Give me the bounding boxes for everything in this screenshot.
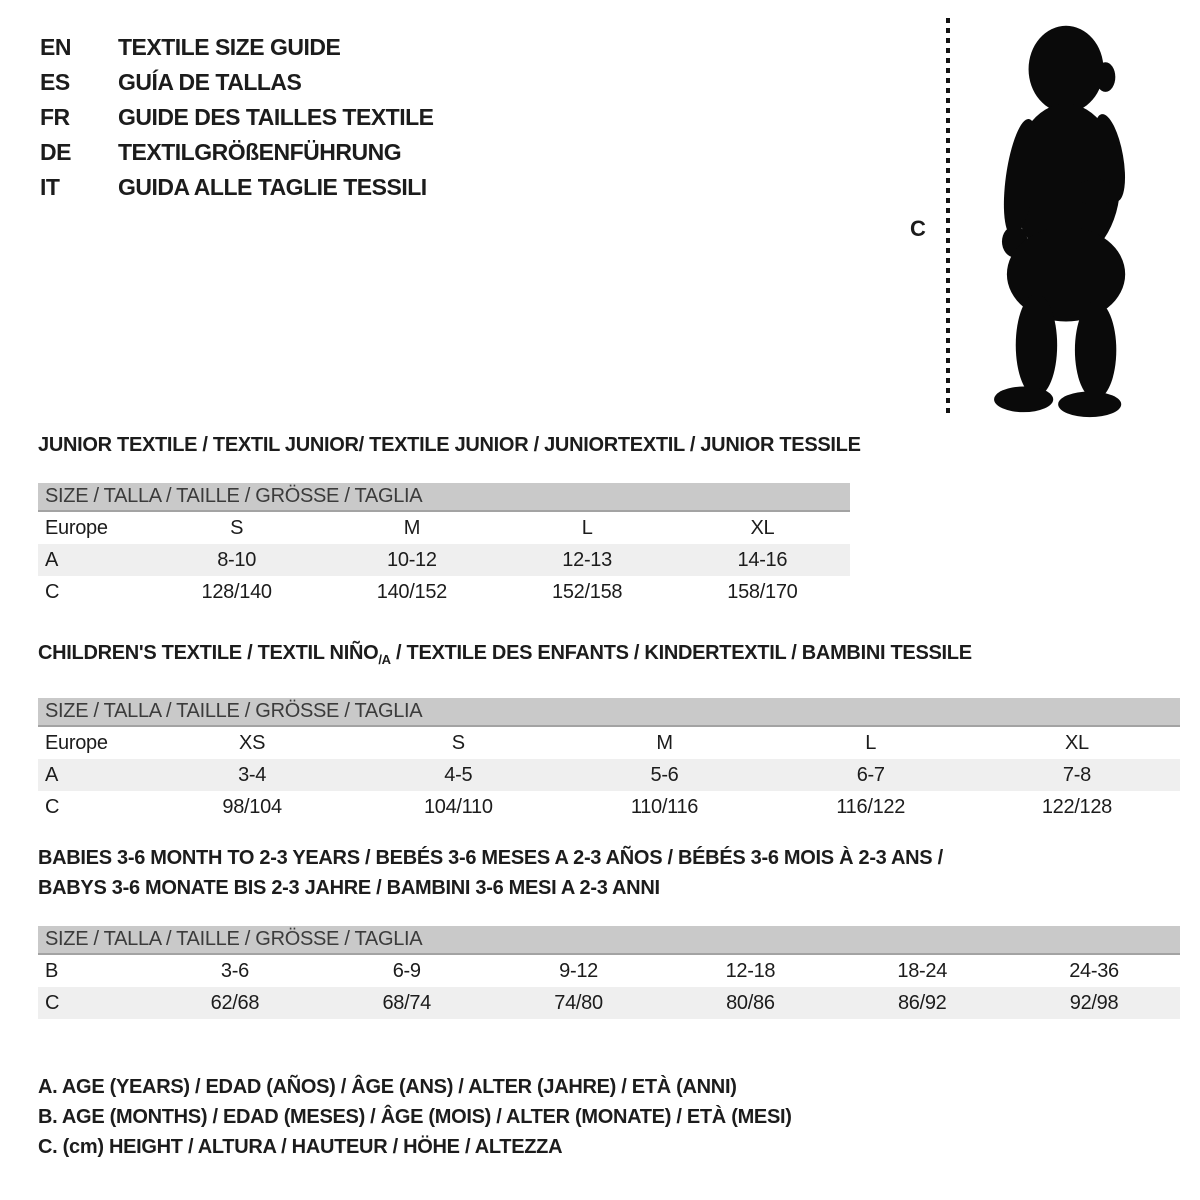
children-heading-subscript: /A (378, 652, 391, 667)
value-cell: 92/98 (1069, 991, 1119, 1014)
row-label-cell: B (45, 959, 59, 982)
value-cell: S (451, 731, 465, 754)
language-row-fr (40, 100, 434, 135)
row-label-cell: C (45, 991, 60, 1014)
row-label-cell: Europe (45, 516, 108, 539)
value-cell: XS (239, 731, 266, 754)
row-label-cell: C (45, 795, 60, 818)
babies-section-heading-line2: BABYS 3-6 MONATE BIS 2-3 JAHRE / BAMBINI 3-6 MESI A 2-3 ANNI (38, 877, 660, 899)
language-code-de: DE (40, 139, 71, 165)
height-measure-label: C (910, 216, 926, 241)
language-row-en (40, 30, 434, 65)
babies-size-header-bar (38, 926, 1180, 955)
language-title-en: TEXTILE SIZE GUIDE (118, 34, 341, 60)
value-cell: 122/128 (1041, 795, 1113, 818)
value-cell: 128/140 (201, 580, 272, 603)
value-cell: 14-16 (737, 548, 788, 571)
value-cell: M (656, 731, 673, 754)
value-cell: 158/170 (727, 580, 798, 603)
language-title-list (40, 30, 434, 205)
table-row (38, 544, 850, 576)
language-code-en: EN (40, 34, 71, 60)
value-cell: L (581, 516, 593, 539)
language-row-es (40, 65, 434, 100)
value-cell: 74/80 (554, 991, 603, 1014)
row-label-cell: A (45, 763, 59, 786)
row-label-cell: A (45, 548, 59, 571)
children-heading-pre: CHILDREN'S TEXTILE / TEXTIL NIÑO (38, 642, 379, 664)
junior-section-heading: JUNIOR TEXTILE / TEXTIL JUNIOR/ TEXTILE JUNIOR / JUNIORTEXTIL / JUNIOR TESSILE (38, 434, 861, 456)
value-cell: 86/92 (897, 991, 947, 1014)
table-row (38, 727, 1180, 759)
value-cell: 152/158 (552, 580, 623, 603)
value-cell: 98/104 (222, 795, 282, 818)
children-heading-post: / TEXTILE DES ENFANTS / KINDERTEXTIL / BAMBINI TESSILE (390, 642, 972, 664)
legend-line-age-months: B. AGE (MONTHS) / EDAD (MESES) / ÂGE (MOIS) / ALTER (MONATE) / ETÀ (MESI) (38, 1105, 792, 1128)
table-row (38, 576, 850, 608)
row-label-cell: C (45, 580, 60, 603)
value-cell: 116/122 (836, 795, 906, 818)
language-title-de: TEXTILGRÖßENFÜHRUNG (118, 139, 402, 165)
junior-size-header-text: SIZE / TALLA / TAILLE / GRÖSSE / TAGLIA (45, 485, 423, 507)
value-cell: 80/86 (726, 991, 775, 1014)
language-title-it: GUIDA ALLE TAGLIE TESSILI (118, 174, 427, 200)
value-cell: 110/116 (630, 795, 699, 818)
table-row (38, 955, 1180, 987)
language-code-es: ES (40, 69, 70, 95)
value-cell: 4-5 (444, 763, 473, 786)
value-cell: 18-24 (897, 959, 948, 982)
children-section-heading (38, 641, 1180, 672)
value-cell: 5-6 (650, 763, 679, 786)
value-cell: 6-9 (392, 959, 421, 982)
children-size-table (38, 727, 1180, 823)
language-title-fr: GUIDE DES TAILLES TEXTILE (118, 104, 434, 130)
value-cell: M (403, 516, 421, 539)
junior-textile-section (38, 433, 861, 608)
row-label-cell: Europe (45, 731, 108, 754)
value-cell: 3-4 (238, 763, 267, 786)
language-code-it: IT (40, 174, 60, 200)
language-row-it (40, 170, 434, 205)
table-row (38, 512, 850, 544)
value-cell: 24-36 (1069, 959, 1119, 982)
value-cell: 62/68 (210, 991, 260, 1014)
children-textile-section (38, 641, 1180, 823)
junior-size-table (38, 512, 850, 608)
value-cell: 140/152 (376, 580, 447, 603)
children-size-header-bar (38, 698, 1180, 727)
value-cell: 10-12 (387, 548, 437, 571)
value-cell: XL (1064, 731, 1089, 754)
value-cell: 12-18 (725, 959, 776, 982)
table-row (38, 987, 1180, 1019)
legend-line-age-years: A. AGE (YEARS) / EDAD (AÑOS) / ÂGE (ANS) / ALTER (JAHRE) / ETÀ (ANNI) (38, 1075, 737, 1098)
babies-textile-section (38, 846, 1180, 1019)
value-cell: 68/74 (382, 991, 432, 1014)
value-cell: 104/110 (423, 795, 493, 818)
value-cell: S (230, 516, 244, 539)
legend-footnotes (38, 1072, 792, 1162)
table-row (38, 791, 1180, 823)
junior-size-header-bar (38, 483, 850, 512)
babies-section-heading-line1: BABIES 3-6 MONTH TO 2-3 YEARS / BEBÉS 3-6 MESES A 2-3 AÑOS / BÉBÉS 3-6 MOIS À 2-3 ANS / (38, 847, 943, 869)
language-code-fr: FR (40, 104, 70, 130)
height-measure-dashed-line (946, 18, 950, 416)
language-title-es: GUÍA DE TALLAS (118, 69, 302, 95)
value-cell: 3-6 (220, 959, 249, 982)
value-cell: 9-12 (559, 959, 598, 982)
value-cell: L (865, 731, 877, 754)
babies-size-header-text: SIZE / TALLA / TAILLE / GRÖSSE / TAGLIA (45, 928, 423, 950)
babies-size-table (38, 955, 1180, 1019)
value-cell: XL (750, 516, 775, 539)
table-row (38, 759, 1180, 791)
value-cell: 6-7 (856, 763, 885, 786)
height-figure (900, 8, 1175, 426)
value-cell: 8-10 (217, 548, 257, 571)
value-cell: 7-8 (1062, 763, 1091, 786)
children-size-header-text: SIZE / TALLA / TAILLE / GRÖSSE / TAGLIA (45, 700, 423, 722)
legend-line-height-cm: C. (cm) HEIGHT / ALTURA / HAUTEUR / HÖHE / ALTEZZA (38, 1135, 563, 1158)
language-row-de (40, 135, 434, 170)
value-cell: 12-13 (562, 548, 612, 571)
toddler-silhouette-icon (968, 10, 1168, 424)
